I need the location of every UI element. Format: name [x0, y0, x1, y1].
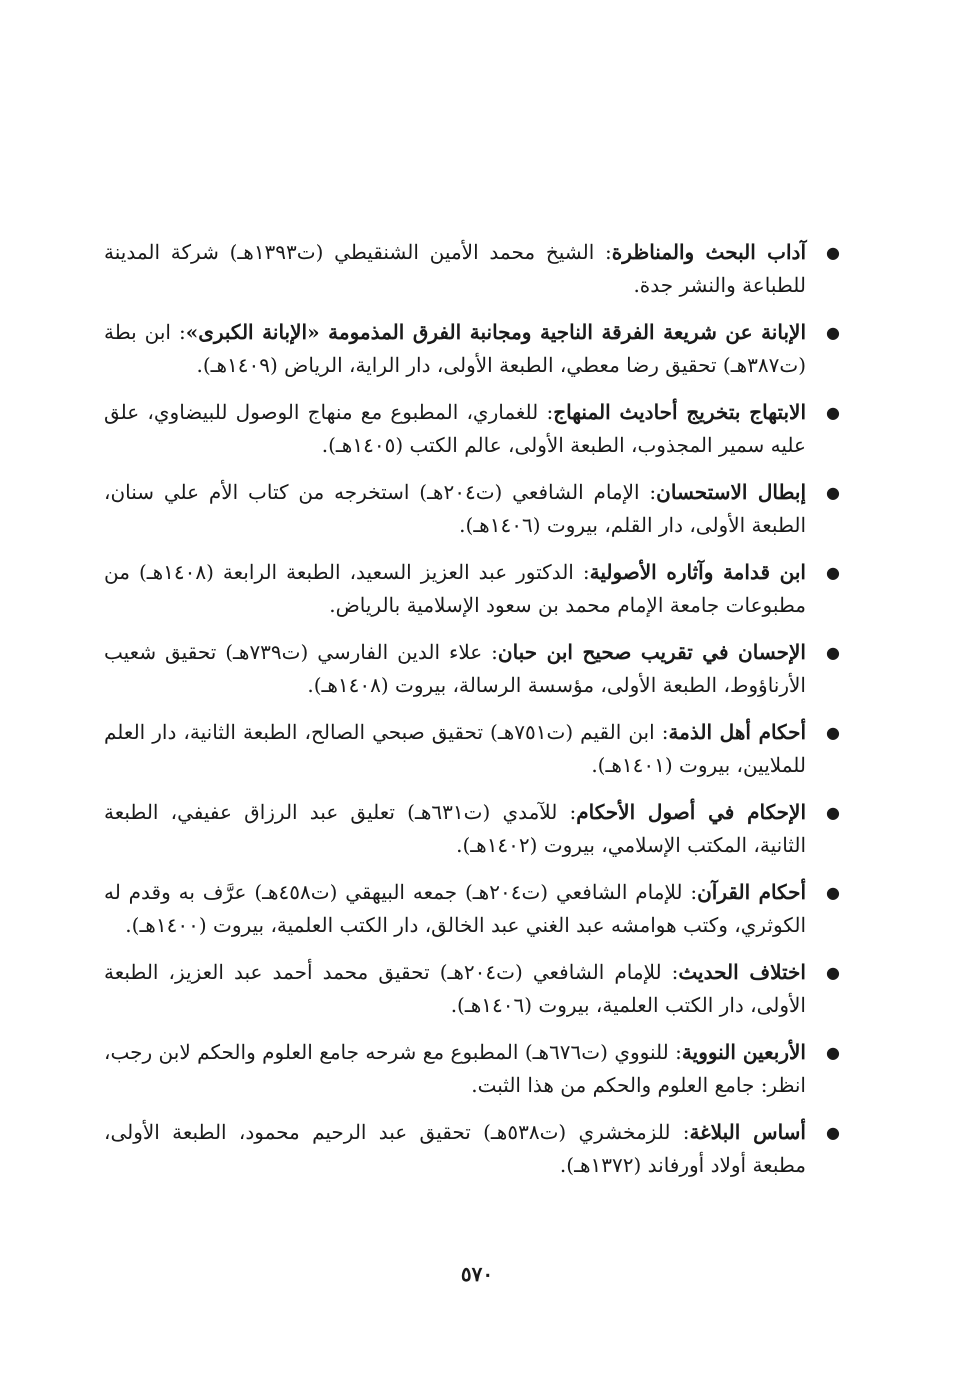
entry-details: : ابن بطة (ت٣٨٧هـ) تحقيق رضا معطي، الطبعة الأولى، دار الراية، الرياض (١٤٠٩هـ). — [104, 320, 806, 377]
bullet-icon: ● — [826, 563, 840, 582]
entry-details: : ابن القيم (ت٧٥١هـ) تحقيق صبحي الصالح، الطبعة الثانية، دار العلم للملايين، بيروت (١٤٠١هـ). — [104, 720, 806, 777]
entry-details: : الدكتور عبد العزيز السعيد، الطبعة الرابعة (١٤٠٨هـ) من مطبوعات جامعة الإمام محمد بن سعود الإسلامية بالرياض. — [104, 560, 806, 617]
entry-details: : الإمام الشافعي (ت٢٠٤هـ) استخرجه من كتاب الأم علي سنان، الطبعة الأولى، دار القلم، بيروت (١٤٠٦هـ). — [104, 480, 806, 537]
entry-details: : للغماري، المطبوع مع منهاج الوصول للبيضاوي، علق عليه سمير المجذوب، الطبعة الأولى، عالم الكتب (١٤٠٥هـ). — [104, 400, 806, 457]
entry-title: الابتهاج بتخريج أحاديث المنهاج — [553, 400, 807, 424]
entry-title: أحكام القرآن — [697, 880, 807, 904]
bullet-icon: ● — [826, 1043, 840, 1062]
bibliography-entry — [104, 1036, 840, 1102]
entry-details: : للإمام الشافعي (ت٢٠٤هـ) تحقيق محمد أحمد عبد العزيز، الطبعة الأولى، دار الكتب العلمية، بيروت (١٤٠٦هـ). — [104, 960, 806, 1017]
bibliography-entry — [104, 1116, 840, 1182]
entry-details: : الشيخ محمد الأمين الشنقيطي (ت١٣٩٣هـ) شركة المدينة للطباعة والنشر جدة. — [104, 240, 806, 297]
entry-details: : للنووي (ت٦٧٦هـ) المطبوع مع شرحه جامع العلوم والحكم لابن رجب، انظر: جامع العلوم والحكم من هذا الثبت. — [104, 1040, 806, 1097]
bullet-icon: ● — [826, 643, 840, 662]
entry-title: اختلاف الحديث — [678, 960, 806, 984]
bibliography-entry — [104, 956, 840, 1022]
entry-title: أحكام أهل الذمة — [668, 720, 807, 744]
bullet-icon: ● — [826, 403, 840, 422]
bullet-icon: ● — [826, 883, 840, 902]
page-number: ٥٧٠ — [460, 1262, 494, 1286]
entry-title: الأربعين النووية — [681, 1040, 806, 1064]
entry-details: : للآمدي (ت٦٣١هـ) تعليق عبد الرزاق عفيفي، الطبعة الثانية، المكتب الإسلامي، بيروت (١٤٠٢هـ). — [104, 800, 806, 857]
entry-title: إبطال الاستحسان — [656, 480, 807, 504]
bullet-icon: ● — [826, 1123, 840, 1142]
bibliography-entry — [104, 396, 840, 462]
bullet-icon: ● — [826, 323, 840, 342]
entry-details: : علاء الدين الفارسي (ت٧٣٩هـ) تحقيق شعيب الأرناؤوط، الطبعة الأولى، مؤسسة الرسالة، بيروت (١٤٠٨هـ). — [104, 640, 806, 697]
entry-details: : للإمام الشافعي (ت٢٠٤هـ) جمعه البيهقي (ت٤٥٨هـ) عرَّف به وقدم له الكوثري، وكتب هوامشه عبد الغني عبد الخالق، دار الكتب العلمية، بيروت (١٤٠٠هـ). — [104, 880, 806, 937]
bibliography-entry — [104, 796, 840, 862]
entry-title: آداب البحث والمناظرة — [611, 240, 807, 264]
bullet-icon: ● — [826, 723, 840, 742]
bibliography-entry — [104, 556, 840, 622]
bullet-icon: ● — [826, 803, 840, 822]
bibliography-entry — [104, 476, 840, 542]
bibliography-entry — [104, 876, 840, 942]
bullet-icon: ● — [826, 483, 840, 502]
bibliography-entry — [104, 716, 840, 782]
bullet-icon: ● — [826, 243, 840, 262]
entry-title: ابن قدامة وآثاره الأصولية — [589, 560, 806, 584]
bibliography-entry — [104, 316, 840, 382]
entry-details: : للزمخشري (ت٥٣٨هـ) تحقيق عبد الرحيم محمود، الطبعة الأولى، مطبعة أولاد أورفاند (١٣٧٢هـ). — [104, 1120, 806, 1177]
bibliography-entry — [104, 636, 840, 702]
entry-title: الإبانة عن شريعة الفرقة الناجية ومجانبة الفرق المذمومة «الإبانة الكبرى» — [185, 320, 807, 344]
bullet-icon: ● — [826, 963, 840, 982]
bibliography-list — [104, 236, 840, 1196]
entry-title: الإحكام في أصول الأحكام — [576, 800, 806, 824]
entry-title: أساس البلاغة — [689, 1120, 806, 1144]
entry-title: الإحسان في تقريب صحيح ابن حبان — [497, 640, 806, 664]
bibliography-entry — [104, 236, 840, 302]
